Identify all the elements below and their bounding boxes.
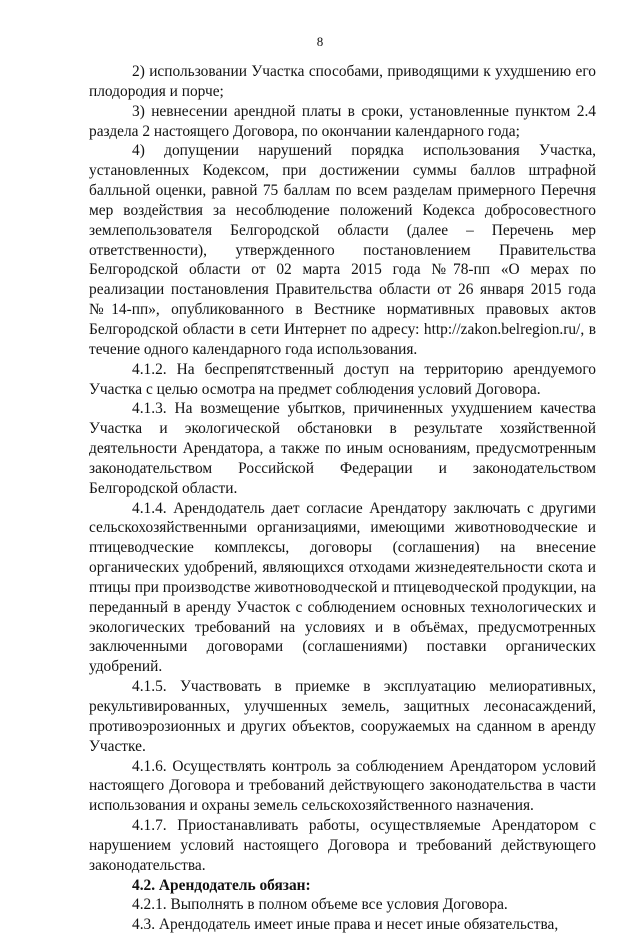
document-body [89,62,596,935]
section-heading-4-2: 4.2. Арендодатель обязан: [132,876,311,894]
page-number: 8 [316,34,324,49]
paragraph-4-1-3: 4.1.3. На возмещение убытков, причиненных ухудшением качества Участка и экологической обстановки в результате хозяйственной деятельности Арендатора, а также по иным основаниям, предусмотренным законодательством Российской Федерации и законодательством Белгородской области. [89,400,596,497]
paragraph-4-1-2: 4.1.2. На беспрепятственный доступ на территорию арендуемого Участка с целью осмотра на предмет соблюдения условий Договора. [89,360,596,398]
paragraph-4-2-1: 4.2.1. Выполнять в полном объеме все условия Договора. [132,896,508,914]
paragraph-clause-4: 4) допущении нарушений порядка использования Участка, установленных Кодексом, при достижении суммы баллов штрафной балльной оценки, равной 75 баллам по всем разделам примерного Перечня мер воздействия за несоблюдение положений Кодекса добросовестного землепользователя Белгородской области (далее – Перечень мер ответственности), утвержденного постановлением Правительства Белгородской области от 02 марта 2015 года №78-пп «О мерах по реализации постановления Правительства области от 26 января 2015 года №14-пп», опубликованного в Вестнике нормативных правовых актов Белгородской области в сети Интернет по адресу: http://zakon.belregion.ru/, в течение одного календарного года использования. [89,142,596,358]
paragraph-clause-3: 3) невнесении арендной платы в сроки, установленные пунктом 2.4 раздела 2 настоящего Договора, по окончании календарного года; [89,102,596,140]
paragraph-4-1-6: 4.1.6. Осуществлять контроль за соблюдением Арендатором условий настоящего Договора и требований действующего законодательства в части использования и охраны земель сельскохозяйственного назначения. [89,757,596,815]
paragraph-4-3: 4.3. Арендодатель имеет иные права и несет иные обязательства, [132,916,559,934]
paragraph-4-1-5: 4.1.5. Участвовать в приемке в эксплуатацию мелиоративных, рекультивированных, улучшенных земель, защитных лесонасаждений, противоэрозионных и других объектов, сооружаемых на сданном в аренду Участке. [89,678,596,755]
paragraph-4-1-4: 4.1.4. Арендодатель дает согласие Арендатору заключать с другими сельскохозяйственными организациями, имеющими животноводческие и птицеводческие комплексы, договоры (соглашения) на внесение органических удобрений, являющихся отходами жизнедеятельности скота и птицы при производстве животноводческой и птицеводческой продукции, на переданный в аренду Участок с соблюдением основных технологических и экологических требований на условиях и в объёмах, предусмотренных заключенными договорами (соглашениями) поставки органических удобрений. [89,499,596,676]
paragraph-clause-2: 2) использовании Участка способами, приводящими к ухудшению его плодородия и порче; [89,63,596,100]
paragraph-4-1-7: 4.1.7. Приостанавливать работы, осуществляемые Арендатором с нарушением условий настоящего Договора и требований действующего законодательства. [89,817,596,874]
